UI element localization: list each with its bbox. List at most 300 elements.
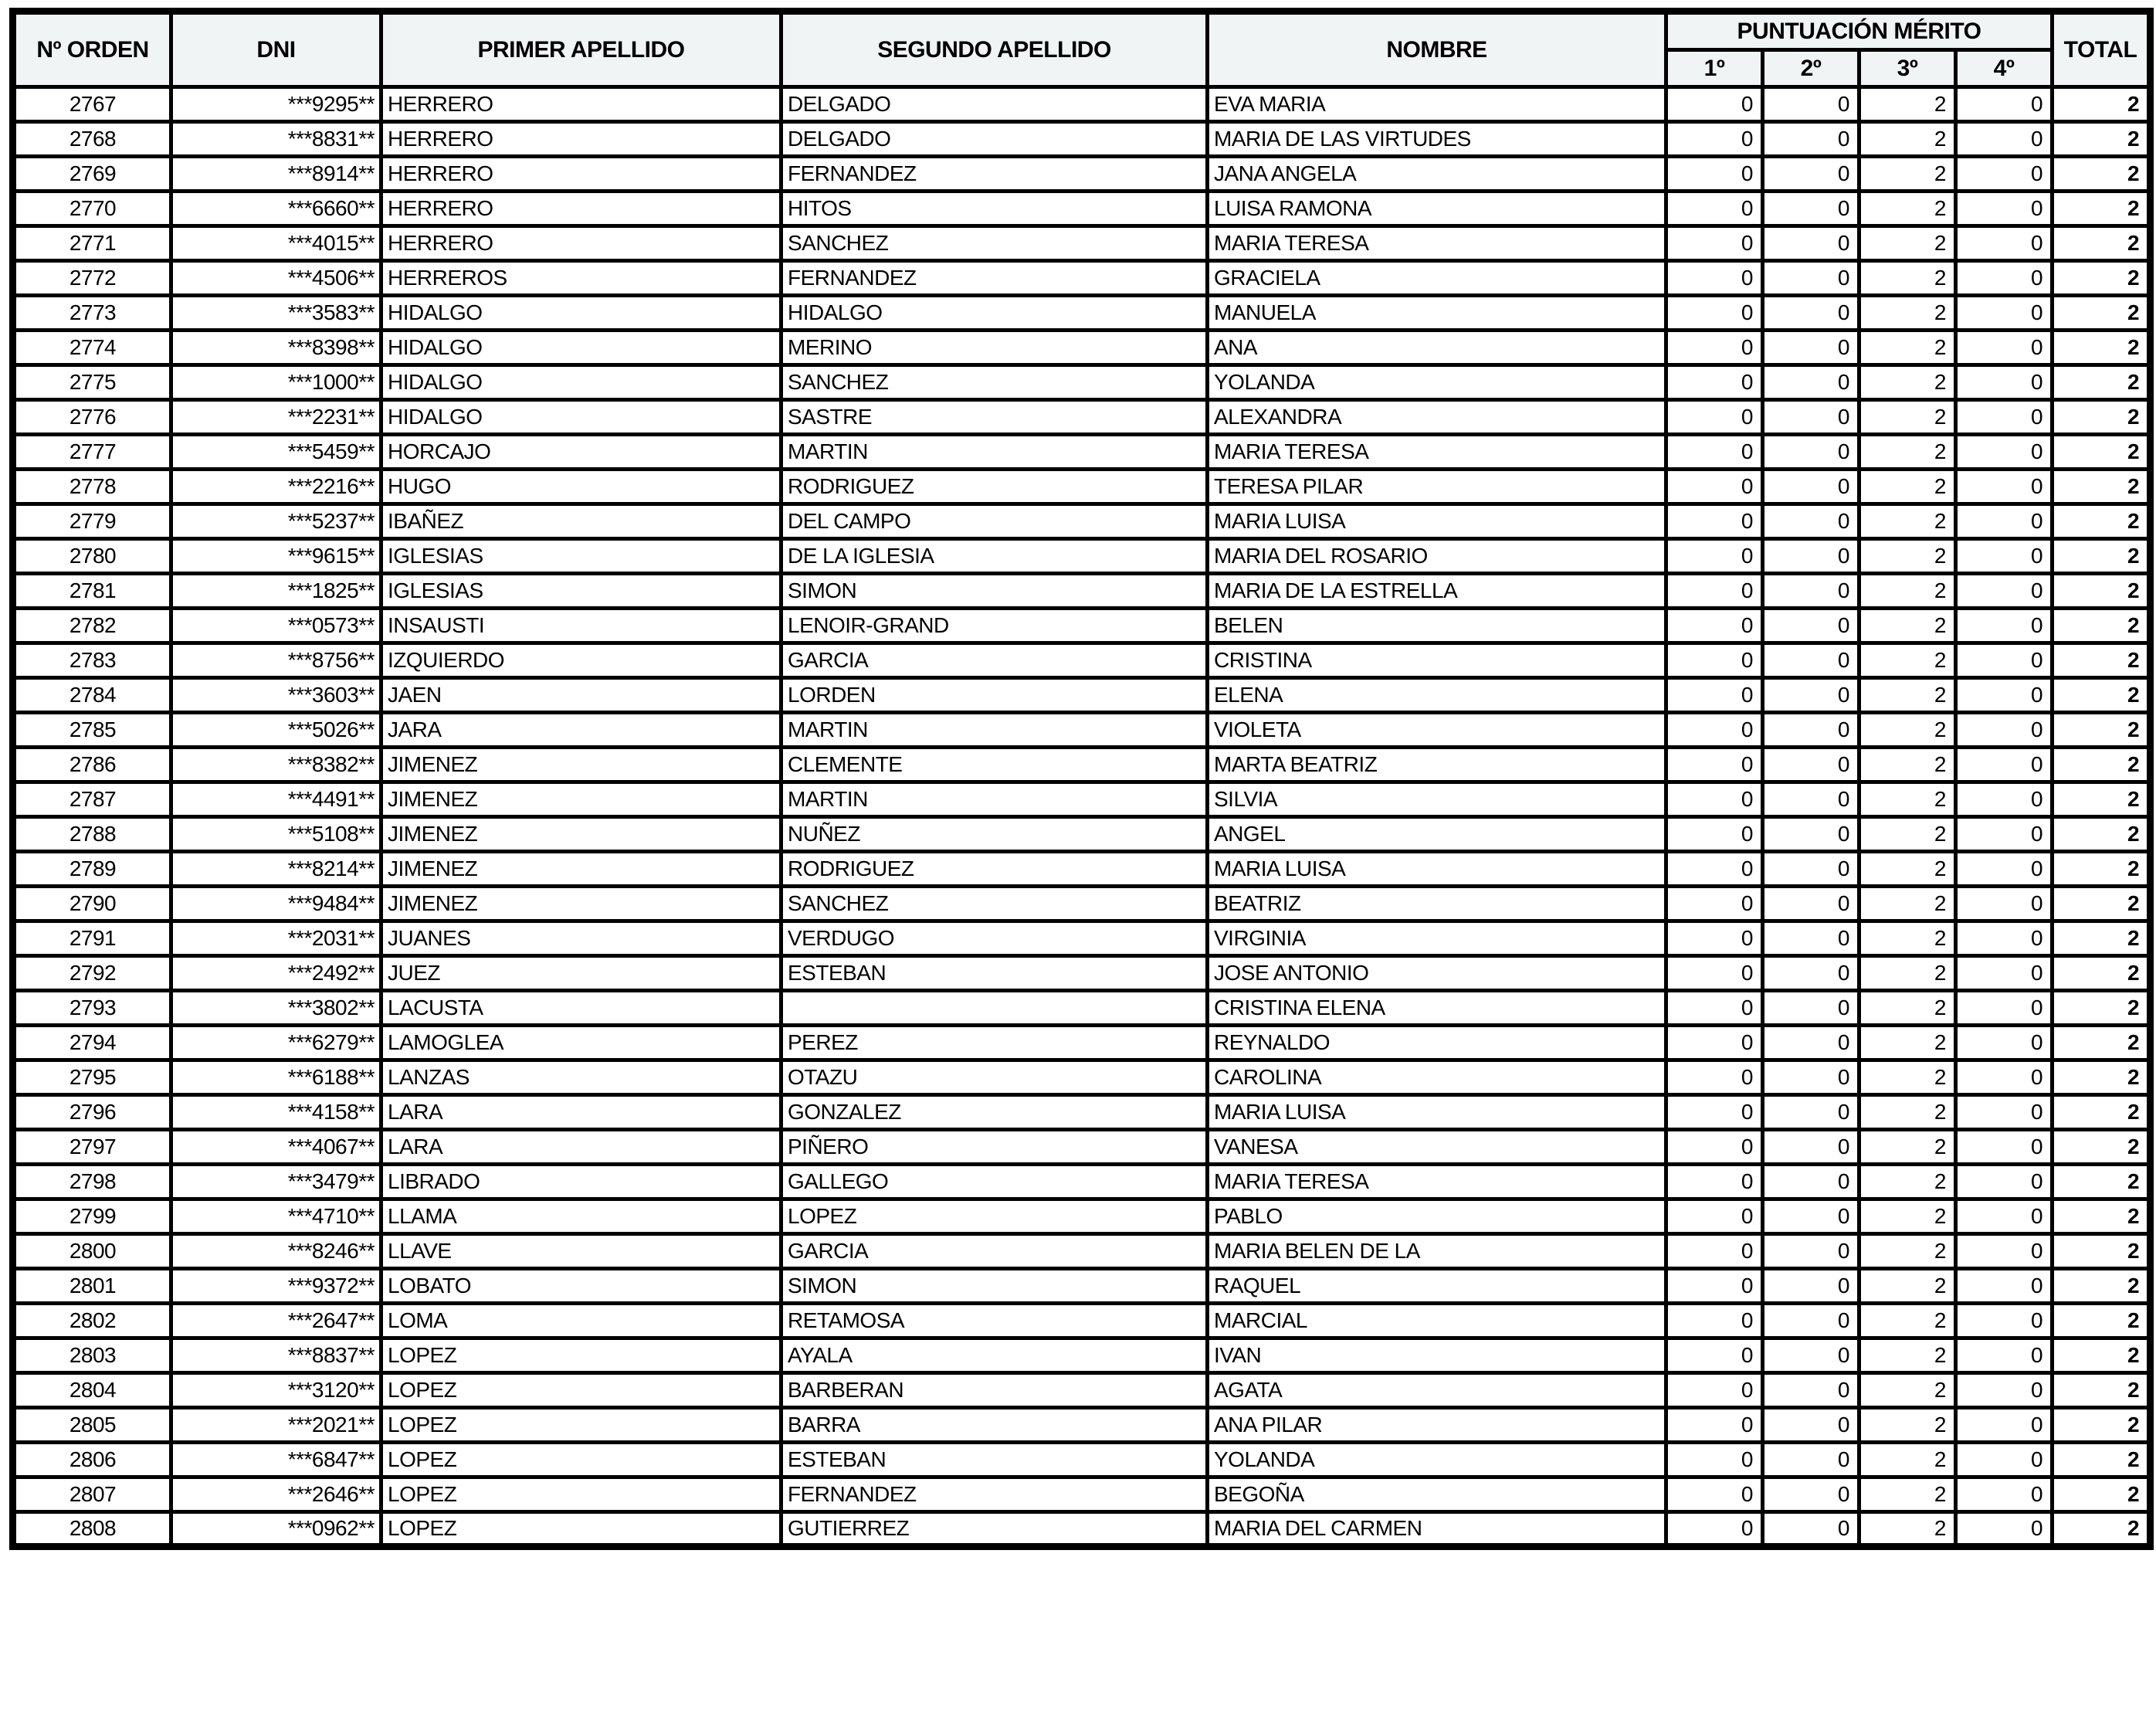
name-cell: YOLANDA: [1208, 1443, 1666, 1477]
merit-4-cell: 0: [1956, 921, 2053, 956]
name-cell: ANGEL: [1208, 817, 1666, 852]
merit-2-cell: 0: [1763, 782, 1859, 817]
table-row: [13, 331, 2151, 365]
total-cell: 2: [2053, 87, 2151, 122]
merit-1-cell: 0: [1666, 991, 1763, 1026]
name-cell: ANA PILAR: [1208, 1408, 1666, 1443]
total-cell: 2: [2053, 296, 2151, 331]
first-surname-cell: HERRERO: [381, 87, 781, 122]
order-cell: 2777: [13, 435, 171, 470]
second-surname-cell: [781, 991, 1208, 1026]
merit-2-cell: 0: [1763, 852, 1859, 887]
merit-4-cell: 0: [1956, 157, 2053, 192]
order-cell: 2785: [13, 713, 171, 748]
dni-cell: ***2216**: [171, 470, 381, 504]
order-cell: 2775: [13, 365, 171, 400]
total-cell: 2: [2053, 643, 2151, 678]
merit-3-cell: 2: [1859, 887, 1956, 921]
first-surname-cell: HIDALGO: [381, 331, 781, 365]
total-cell: 2: [2053, 504, 2151, 539]
first-surname-cell: LOPEZ: [381, 1338, 781, 1373]
table-row: [13, 400, 2151, 435]
first-surname-cell: LAMOGLEA: [381, 1026, 781, 1060]
merit-4-cell: 0: [1956, 539, 2053, 574]
table-row: [13, 574, 2151, 609]
second-surname-cell: BARRA: [781, 1408, 1208, 1443]
merit-3-cell: 2: [1859, 331, 1956, 365]
dni-cell: ***2031**: [171, 921, 381, 956]
first-surname-cell: HERRERO: [381, 192, 781, 226]
first-surname-cell: HERRERO: [381, 157, 781, 192]
second-surname-cell: HIDALGO: [781, 296, 1208, 331]
name-cell: GRACIELA: [1208, 261, 1666, 296]
merit-3-cell: 2: [1859, 1338, 1956, 1373]
merit-1-cell: 0: [1666, 1234, 1763, 1269]
second-surname-cell: HITOS: [781, 192, 1208, 226]
order-cell: 2795: [13, 1060, 171, 1095]
order-cell: 2780: [13, 539, 171, 574]
merit-4-cell: 0: [1956, 365, 2053, 400]
merit-4-cell: 0: [1956, 678, 2053, 713]
total-cell: 2: [2053, 887, 2151, 921]
merit-3-cell: 2: [1859, 852, 1956, 887]
total-cell: 2: [2053, 852, 2151, 887]
merit-3-cell: 2: [1859, 1512, 1956, 1547]
name-cell: MARCIAL: [1208, 1304, 1666, 1338]
merit-4-cell: 0: [1956, 782, 2053, 817]
table-row: [13, 1269, 2151, 1304]
merit-1-cell: 0: [1666, 365, 1763, 400]
first-surname-cell: JIMENEZ: [381, 887, 781, 921]
merit-1-cell: 0: [1666, 400, 1763, 435]
order-cell: 2783: [13, 643, 171, 678]
merit-1-cell: 0: [1666, 574, 1763, 609]
first-surname-cell: HERRERO: [381, 122, 781, 157]
merit-4-cell: 0: [1956, 470, 2053, 504]
name-cell: REYNALDO: [1208, 1026, 1666, 1060]
second-surname-cell: BARBERAN: [781, 1373, 1208, 1408]
order-cell: 2792: [13, 956, 171, 991]
merit-2-cell: 0: [1763, 921, 1859, 956]
dni-cell: ***3120**: [171, 1373, 381, 1408]
order-cell: 2793: [13, 991, 171, 1026]
total-cell: 2: [2053, 1512, 2151, 1547]
first-surname-cell: JIMENEZ: [381, 782, 781, 817]
dni-cell: ***6660**: [171, 192, 381, 226]
order-cell: 2769: [13, 157, 171, 192]
merit-3-cell: 2: [1859, 365, 1956, 400]
total-cell: 2: [2053, 226, 2151, 261]
first-surname-cell: JAEN: [381, 678, 781, 713]
order-cell: 2800: [13, 1234, 171, 1269]
dni-cell: ***8398**: [171, 331, 381, 365]
first-surname-cell: HIDALGO: [381, 296, 781, 331]
order-cell: 2786: [13, 748, 171, 782]
name-cell: MARTA BEATRIZ: [1208, 748, 1666, 782]
merit-2-cell: 0: [1763, 122, 1859, 157]
table-row: [13, 470, 2151, 504]
order-cell: 2799: [13, 1199, 171, 1234]
merit-3-cell: 2: [1859, 122, 1956, 157]
merit-1-cell: 0: [1666, 1130, 1763, 1165]
dni-cell: ***9295**: [171, 87, 381, 122]
total-cell: 2: [2053, 678, 2151, 713]
table-row: [13, 956, 2151, 991]
merit-3-cell: 2: [1859, 1130, 1956, 1165]
second-surname-cell: DE LA IGLESIA: [781, 539, 1208, 574]
table-row: [13, 1477, 2151, 1512]
merit-1-cell: 0: [1666, 87, 1763, 122]
merit-1-cell: 0: [1666, 470, 1763, 504]
table-row: [13, 1408, 2151, 1443]
second-surname-cell: DELGADO: [781, 122, 1208, 157]
name-cell: MARIA LUISA: [1208, 504, 1666, 539]
merit-3-cell: 2: [1859, 1026, 1956, 1060]
dni-cell: ***9615**: [171, 539, 381, 574]
total-cell: 2: [2053, 192, 2151, 226]
merit-4-cell: 0: [1956, 331, 2053, 365]
merit-1-cell: 0: [1666, 1026, 1763, 1060]
table-row: [13, 1338, 2151, 1373]
total-cell: 2: [2053, 1165, 2151, 1199]
merit-4-cell: 0: [1956, 226, 2053, 261]
merit-3-cell: 2: [1859, 678, 1956, 713]
second-surname-cell: LOPEZ: [781, 1199, 1208, 1234]
table-row: [13, 504, 2151, 539]
merit-2-cell: 0: [1763, 192, 1859, 226]
total-cell: 2: [2053, 122, 2151, 157]
table-row: [13, 643, 2151, 678]
table-row: [13, 87, 2151, 122]
merit-2-cell: 0: [1763, 678, 1859, 713]
name-cell: VIRGINIA: [1208, 921, 1666, 956]
total-cell: 2: [2053, 1477, 2151, 1512]
name-cell: JANA ANGELA: [1208, 157, 1666, 192]
total-cell: 2: [2053, 1130, 2151, 1165]
table-row: [13, 1443, 2151, 1477]
first-surname-cell: LARA: [381, 1095, 781, 1130]
first-surname-cell: HIDALGO: [381, 400, 781, 435]
dni-cell: ***6847**: [171, 1443, 381, 1477]
merit-2-cell: 0: [1763, 261, 1859, 296]
second-surname-cell: LENOIR-GRAND: [781, 609, 1208, 643]
total-cell: 2: [2053, 1304, 2151, 1338]
name-cell: ANA: [1208, 331, 1666, 365]
dni-cell: ***8831**: [171, 122, 381, 157]
merit-1-cell: 0: [1666, 331, 1763, 365]
order-cell: 2794: [13, 1026, 171, 1060]
table-row: [13, 157, 2151, 192]
merit-4-cell: 0: [1956, 887, 2053, 921]
first-surname-cell: LOBATO: [381, 1269, 781, 1304]
name-cell: MARIA TERESA: [1208, 226, 1666, 261]
merit-2-cell: 0: [1763, 991, 1859, 1026]
second-surname-cell: PIÑERO: [781, 1130, 1208, 1165]
first-surname-cell: HIDALGO: [381, 365, 781, 400]
merit-3-cell: 2: [1859, 1477, 1956, 1512]
first-surname-cell: LOPEZ: [381, 1477, 781, 1512]
table-row: [13, 921, 2151, 956]
first-surname-cell: JIMENEZ: [381, 852, 781, 887]
dni-cell: ***3479**: [171, 1165, 381, 1199]
name-cell: MARIA TERESA: [1208, 435, 1666, 470]
merit-4-cell: 0: [1956, 713, 2053, 748]
merit-3-cell: 2: [1859, 782, 1956, 817]
second-surname-cell: CLEMENTE: [781, 748, 1208, 782]
dni-cell: ***5108**: [171, 817, 381, 852]
merit-1-cell: 0: [1666, 1338, 1763, 1373]
order-cell: 2797: [13, 1130, 171, 1165]
merit-2-cell: 0: [1763, 1443, 1859, 1477]
total-cell: 2: [2053, 1060, 2151, 1095]
first-surname-cell: LOMA: [381, 1304, 781, 1338]
first-surname-cell: LACUSTA: [381, 991, 781, 1026]
first-surname-cell: LOPEZ: [381, 1512, 781, 1547]
dni-cell: ***8914**: [171, 157, 381, 192]
merit-3-cell: 2: [1859, 921, 1956, 956]
order-cell: 2791: [13, 921, 171, 956]
merit-4-cell: 0: [1956, 1199, 2053, 1234]
merit-3-cell: 2: [1859, 192, 1956, 226]
order-cell: 2801: [13, 1269, 171, 1304]
order-cell: 2788: [13, 817, 171, 852]
merit-3-cell: 2: [1859, 504, 1956, 539]
merit-2-cell: 0: [1763, 1408, 1859, 1443]
name-cell: ALEXANDRA: [1208, 400, 1666, 435]
merit-2-cell: 0: [1763, 1095, 1859, 1130]
total-cell: 2: [2053, 1026, 2151, 1060]
merit-3-cell: 2: [1859, 261, 1956, 296]
merit-1-cell: 0: [1666, 1269, 1763, 1304]
merit-1-cell: 0: [1666, 1095, 1763, 1130]
name-cell: MARIA TERESA: [1208, 1165, 1666, 1199]
order-cell: 2774: [13, 331, 171, 365]
merit-1-cell: 0: [1666, 609, 1763, 643]
total-cell: 2: [2053, 1338, 2151, 1373]
merit-4-cell: 0: [1956, 192, 2053, 226]
merit-4-cell: 0: [1956, 1095, 2053, 1130]
first-surname-cell: HORCAJO: [381, 435, 781, 470]
merit-4-cell: 0: [1956, 435, 2053, 470]
dni-cell: ***6279**: [171, 1026, 381, 1060]
name-cell: MARIA LUISA: [1208, 1095, 1666, 1130]
merit-2-cell: 0: [1763, 331, 1859, 365]
total-cell: 2: [2053, 1234, 2151, 1269]
second-surname-cell: FERNANDEZ: [781, 157, 1208, 192]
second-surname-cell: DELGADO: [781, 87, 1208, 122]
merit-score-table: [9, 8, 2154, 1550]
second-surname-cell: SANCHEZ: [781, 365, 1208, 400]
merit-2-cell: 0: [1763, 713, 1859, 748]
name-cell: ELENA: [1208, 678, 1666, 713]
second-surname-cell: MARTIN: [781, 782, 1208, 817]
dni-cell: ***5237**: [171, 504, 381, 539]
first-surname-cell: LOPEZ: [381, 1408, 781, 1443]
name-cell: MARIA DE LA ESTRELLA: [1208, 574, 1666, 609]
merit-1-cell: 0: [1666, 261, 1763, 296]
order-cell: 2768: [13, 122, 171, 157]
first-surname-cell: IZQUIERDO: [381, 643, 781, 678]
table-row: [13, 1512, 2151, 1547]
dni-cell: ***3583**: [171, 296, 381, 331]
name-cell: MARIA DE LAS VIRTUDES: [1208, 122, 1666, 157]
merit-4-cell: 0: [1956, 1443, 2053, 1477]
header-dni: DNI: [171, 12, 381, 87]
second-surname-cell: OTAZU: [781, 1060, 1208, 1095]
table-row: [13, 852, 2151, 887]
header-order: Nº ORDEN: [13, 12, 171, 87]
first-surname-cell: JUANES: [381, 921, 781, 956]
header-merit-2: 2º: [1763, 50, 1859, 87]
merit-4-cell: 0: [1956, 1373, 2053, 1408]
dni-cell: ***3603**: [171, 678, 381, 713]
dni-cell: ***2646**: [171, 1477, 381, 1512]
first-surname-cell: HERREROS: [381, 261, 781, 296]
dni-cell: ***8837**: [171, 1338, 381, 1373]
first-surname-cell: LOPEZ: [381, 1373, 781, 1408]
dni-cell: ***9484**: [171, 887, 381, 921]
second-surname-cell: MERINO: [781, 331, 1208, 365]
merit-3-cell: 2: [1859, 1199, 1956, 1234]
merit-1-cell: 0: [1666, 157, 1763, 192]
order-cell: 2767: [13, 87, 171, 122]
table-row: [13, 296, 2151, 331]
merit-4-cell: 0: [1956, 87, 2053, 122]
merit-4-cell: 0: [1956, 296, 2053, 331]
table-row: [13, 539, 2151, 574]
merit-1-cell: 0: [1666, 1304, 1763, 1338]
table-row: [13, 817, 2151, 852]
name-cell: CRISTINA ELENA: [1208, 991, 1666, 1026]
order-cell: 2803: [13, 1338, 171, 1373]
header-merit-3: 3º: [1859, 50, 1956, 87]
first-surname-cell: LLAMA: [381, 1199, 781, 1234]
name-cell: IVAN: [1208, 1338, 1666, 1373]
second-surname-cell: SASTRE: [781, 400, 1208, 435]
dni-cell: ***1825**: [171, 574, 381, 609]
table-row: [13, 1199, 2151, 1234]
first-surname-cell: LIBRADO: [381, 1165, 781, 1199]
dni-cell: ***4158**: [171, 1095, 381, 1130]
second-surname-cell: SANCHEZ: [781, 226, 1208, 261]
table-row: [13, 1304, 2151, 1338]
merit-2-cell: 0: [1763, 1234, 1859, 1269]
merit-2-cell: 0: [1763, 1165, 1859, 1199]
merit-3-cell: 2: [1859, 226, 1956, 261]
name-cell: BELEN: [1208, 609, 1666, 643]
total-cell: 2: [2053, 921, 2151, 956]
second-surname-cell: FERNANDEZ: [781, 1477, 1208, 1512]
table-row: [13, 1130, 2151, 1165]
merit-2-cell: 0: [1763, 643, 1859, 678]
merit-4-cell: 0: [1956, 852, 2053, 887]
total-cell: 2: [2053, 331, 2151, 365]
merit-4-cell: 0: [1956, 1408, 2053, 1443]
total-cell: 2: [2053, 365, 2151, 400]
merit-3-cell: 2: [1859, 713, 1956, 748]
merit-2-cell: 0: [1763, 1060, 1859, 1095]
second-surname-cell: RODRIGUEZ: [781, 470, 1208, 504]
merit-3-cell: 2: [1859, 470, 1956, 504]
second-surname-cell: LORDEN: [781, 678, 1208, 713]
order-cell: 2806: [13, 1443, 171, 1477]
merit-1-cell: 0: [1666, 1408, 1763, 1443]
second-surname-cell: GONZALEZ: [781, 1095, 1208, 1130]
merit-3-cell: 2: [1859, 1304, 1956, 1338]
header-first-surname: PRIMER APELLIDO: [381, 12, 781, 87]
dni-cell: ***2231**: [171, 400, 381, 435]
name-cell: RAQUEL: [1208, 1269, 1666, 1304]
dni-cell: ***8382**: [171, 748, 381, 782]
merit-1-cell: 0: [1666, 1373, 1763, 1408]
merit-2-cell: 0: [1763, 539, 1859, 574]
merit-1-cell: 0: [1666, 1060, 1763, 1095]
merit-4-cell: 0: [1956, 1060, 2053, 1095]
total-cell: 2: [2053, 400, 2151, 435]
order-cell: 2790: [13, 887, 171, 921]
total-cell: 2: [2053, 748, 2151, 782]
dni-cell: ***4067**: [171, 1130, 381, 1165]
merit-4-cell: 0: [1956, 991, 2053, 1026]
order-cell: 2805: [13, 1408, 171, 1443]
name-cell: YOLANDA: [1208, 365, 1666, 400]
merit-3-cell: 2: [1859, 817, 1956, 852]
dni-cell: ***5459**: [171, 435, 381, 470]
dni-cell: ***4491**: [171, 782, 381, 817]
merit-2-cell: 0: [1763, 226, 1859, 261]
merit-3-cell: 2: [1859, 1269, 1956, 1304]
dni-cell: ***0962**: [171, 1512, 381, 1547]
order-cell: 2771: [13, 226, 171, 261]
merit-1-cell: 0: [1666, 921, 1763, 956]
first-surname-cell: LLAVE: [381, 1234, 781, 1269]
second-surname-cell: FERNANDEZ: [781, 261, 1208, 296]
merit-3-cell: 2: [1859, 87, 1956, 122]
merit-3-cell: 2: [1859, 400, 1956, 435]
first-surname-cell: IBAÑEZ: [381, 504, 781, 539]
second-surname-cell: MARTIN: [781, 713, 1208, 748]
first-surname-cell: LANZAS: [381, 1060, 781, 1095]
order-cell: 2787: [13, 782, 171, 817]
table-row: [13, 991, 2151, 1026]
merit-1-cell: 0: [1666, 748, 1763, 782]
merit-3-cell: 2: [1859, 1165, 1956, 1199]
merit-3-cell: 2: [1859, 157, 1956, 192]
merit-1-cell: 0: [1666, 1512, 1763, 1547]
second-surname-cell: SIMON: [781, 574, 1208, 609]
name-cell: SILVIA: [1208, 782, 1666, 817]
table-row: [13, 1026, 2151, 1060]
name-cell: LUISA RAMONA: [1208, 192, 1666, 226]
merit-4-cell: 0: [1956, 400, 2053, 435]
merit-4-cell: 0: [1956, 817, 2053, 852]
table-row: [13, 261, 2151, 296]
order-cell: 2778: [13, 470, 171, 504]
first-surname-cell: JIMENEZ: [381, 817, 781, 852]
table-row: [13, 887, 2151, 921]
total-cell: 2: [2053, 435, 2151, 470]
merit-4-cell: 0: [1956, 1269, 2053, 1304]
table-row: [13, 122, 2151, 157]
total-cell: 2: [2053, 991, 2151, 1026]
second-surname-cell: PEREZ: [781, 1026, 1208, 1060]
table-body: [13, 87, 2151, 1547]
merit-2-cell: 0: [1763, 435, 1859, 470]
order-cell: 2796: [13, 1095, 171, 1130]
dni-cell: ***9372**: [171, 1269, 381, 1304]
table-row: [13, 192, 2151, 226]
merit-1-cell: 0: [1666, 504, 1763, 539]
